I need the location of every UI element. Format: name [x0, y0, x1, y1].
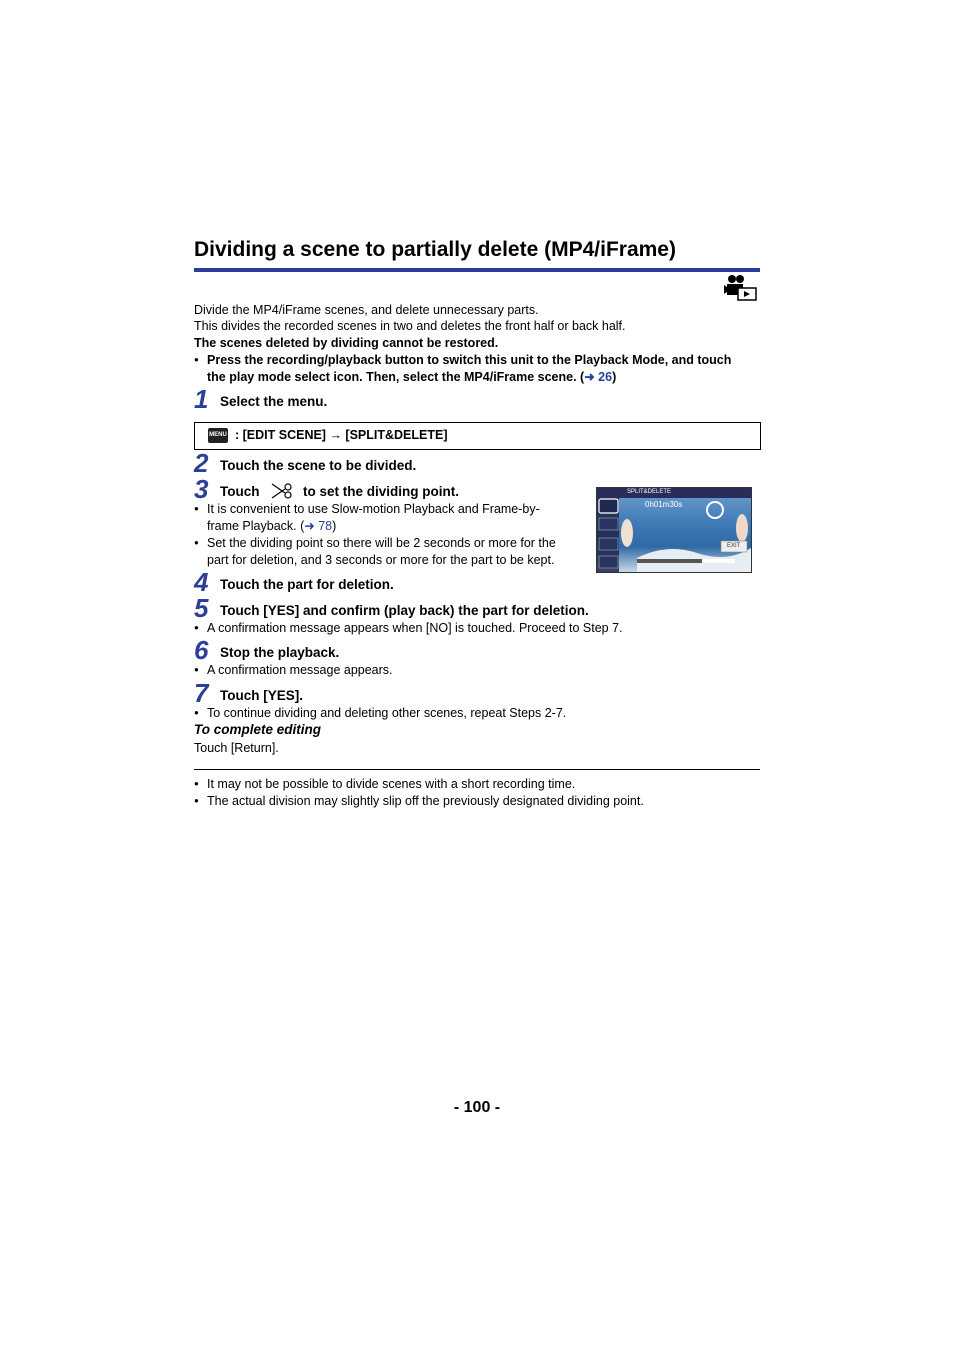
step-4-text: Touch the part for deletion. [220, 577, 394, 592]
intro-line-1: Divide the MP4/iFrame scenes, and delete unnecessary parts. [194, 303, 539, 317]
step-3-bullet-2: ● Set the dividing point so there will be 2 seconds or more for the part for deletion, and 3 seconds or more for the part to be kept. [207, 535, 556, 568]
menu-path-box [194, 422, 761, 450]
step-5-number: 5 [194, 593, 209, 623]
complete-heading: To complete editing [194, 722, 322, 737]
notes-divider [194, 769, 760, 770]
step-7-number: 7 [194, 678, 209, 708]
step-2-number: 2 [194, 448, 209, 478]
step-2-text: Touch the scene to be divided. [220, 458, 417, 473]
note-2: ● The actual division may slightly slip off the previously designated dividing point. [207, 793, 644, 810]
title-underline [194, 268, 760, 272]
page-link-78[interactable]: ➜ 78 [304, 518, 333, 533]
step-5-bullet: ● A confirmation message appears when [NO] is touched. Proceed to Step 7. [207, 620, 623, 637]
step-3-text-a: Touch [220, 484, 260, 499]
scissors-icon [270, 482, 294, 500]
split-delete-screen [596, 487, 752, 573]
step-3-number: 3 [194, 474, 209, 504]
step-3-bullet-1: ● It is convenient to use Slow-motion Playback and Frame-by- frame Playback. (➜ 78) [207, 501, 540, 534]
pre-bullet-line-1: Press the recording/playback button to switch this unit to the Playback Mode, and touch [207, 353, 732, 367]
page-number: - 100 - [453, 1099, 501, 1116]
step-7-text: Touch [YES]. [220, 688, 303, 703]
step-4-number: 4 [194, 567, 209, 597]
note-1: ● It may not be possible to divide scenes with a short recording time. [207, 776, 575, 793]
step-3-text-b: to set the dividing point. [303, 484, 459, 499]
step-5-text: Touch [YES] and confirm (play back) the part for deletion. [220, 603, 589, 618]
page-title: Dividing a scene to partially delete (MP4/iFrame) [194, 238, 676, 261]
screen-header: SPLIT&DELETE [627, 489, 672, 495]
movie-playback-mode-icon [724, 274, 758, 302]
intro-line-2: This divides the recorded scenes in two and deletes the front half or back half. [194, 319, 626, 333]
step-7-bullet: ● To continue dividing and deleting other scenes, repeat Steps 2-7. [207, 705, 566, 722]
step-1-number: 1 [194, 384, 209, 414]
step-6-text: Stop the playback. [220, 645, 340, 660]
step-1-text: Select the menu. [220, 394, 328, 409]
pre-bullet: ● Press the recording/playback button to switch this unit to the Playback Mode, and touch the play mode select icon. Then, select the MP4/iFrame scene. (➜ 26) [207, 352, 731, 385]
warning-text: The scenes deleted by dividing cannot be restored. [194, 336, 499, 350]
complete-text: Touch [Return]. [194, 741, 279, 755]
pre-bullet-line-2: the play mode select icon. Then, select the MP4/iFrame scene. ( [207, 369, 585, 384]
step-6-bullet: ● A confirmation message appears. [207, 662, 393, 679]
screen-time: 0h01m30s [645, 500, 683, 509]
menu-icon: MENU [208, 428, 228, 443]
menu-path-text: : [EDIT SCENE] → [SPLIT&DELETE] [235, 428, 448, 442]
step-6-number: 6 [194, 635, 209, 665]
page-link-26[interactable]: ➜ 26 [584, 369, 613, 384]
screen-exit-button[interactable]: EXIT [727, 543, 741, 549]
